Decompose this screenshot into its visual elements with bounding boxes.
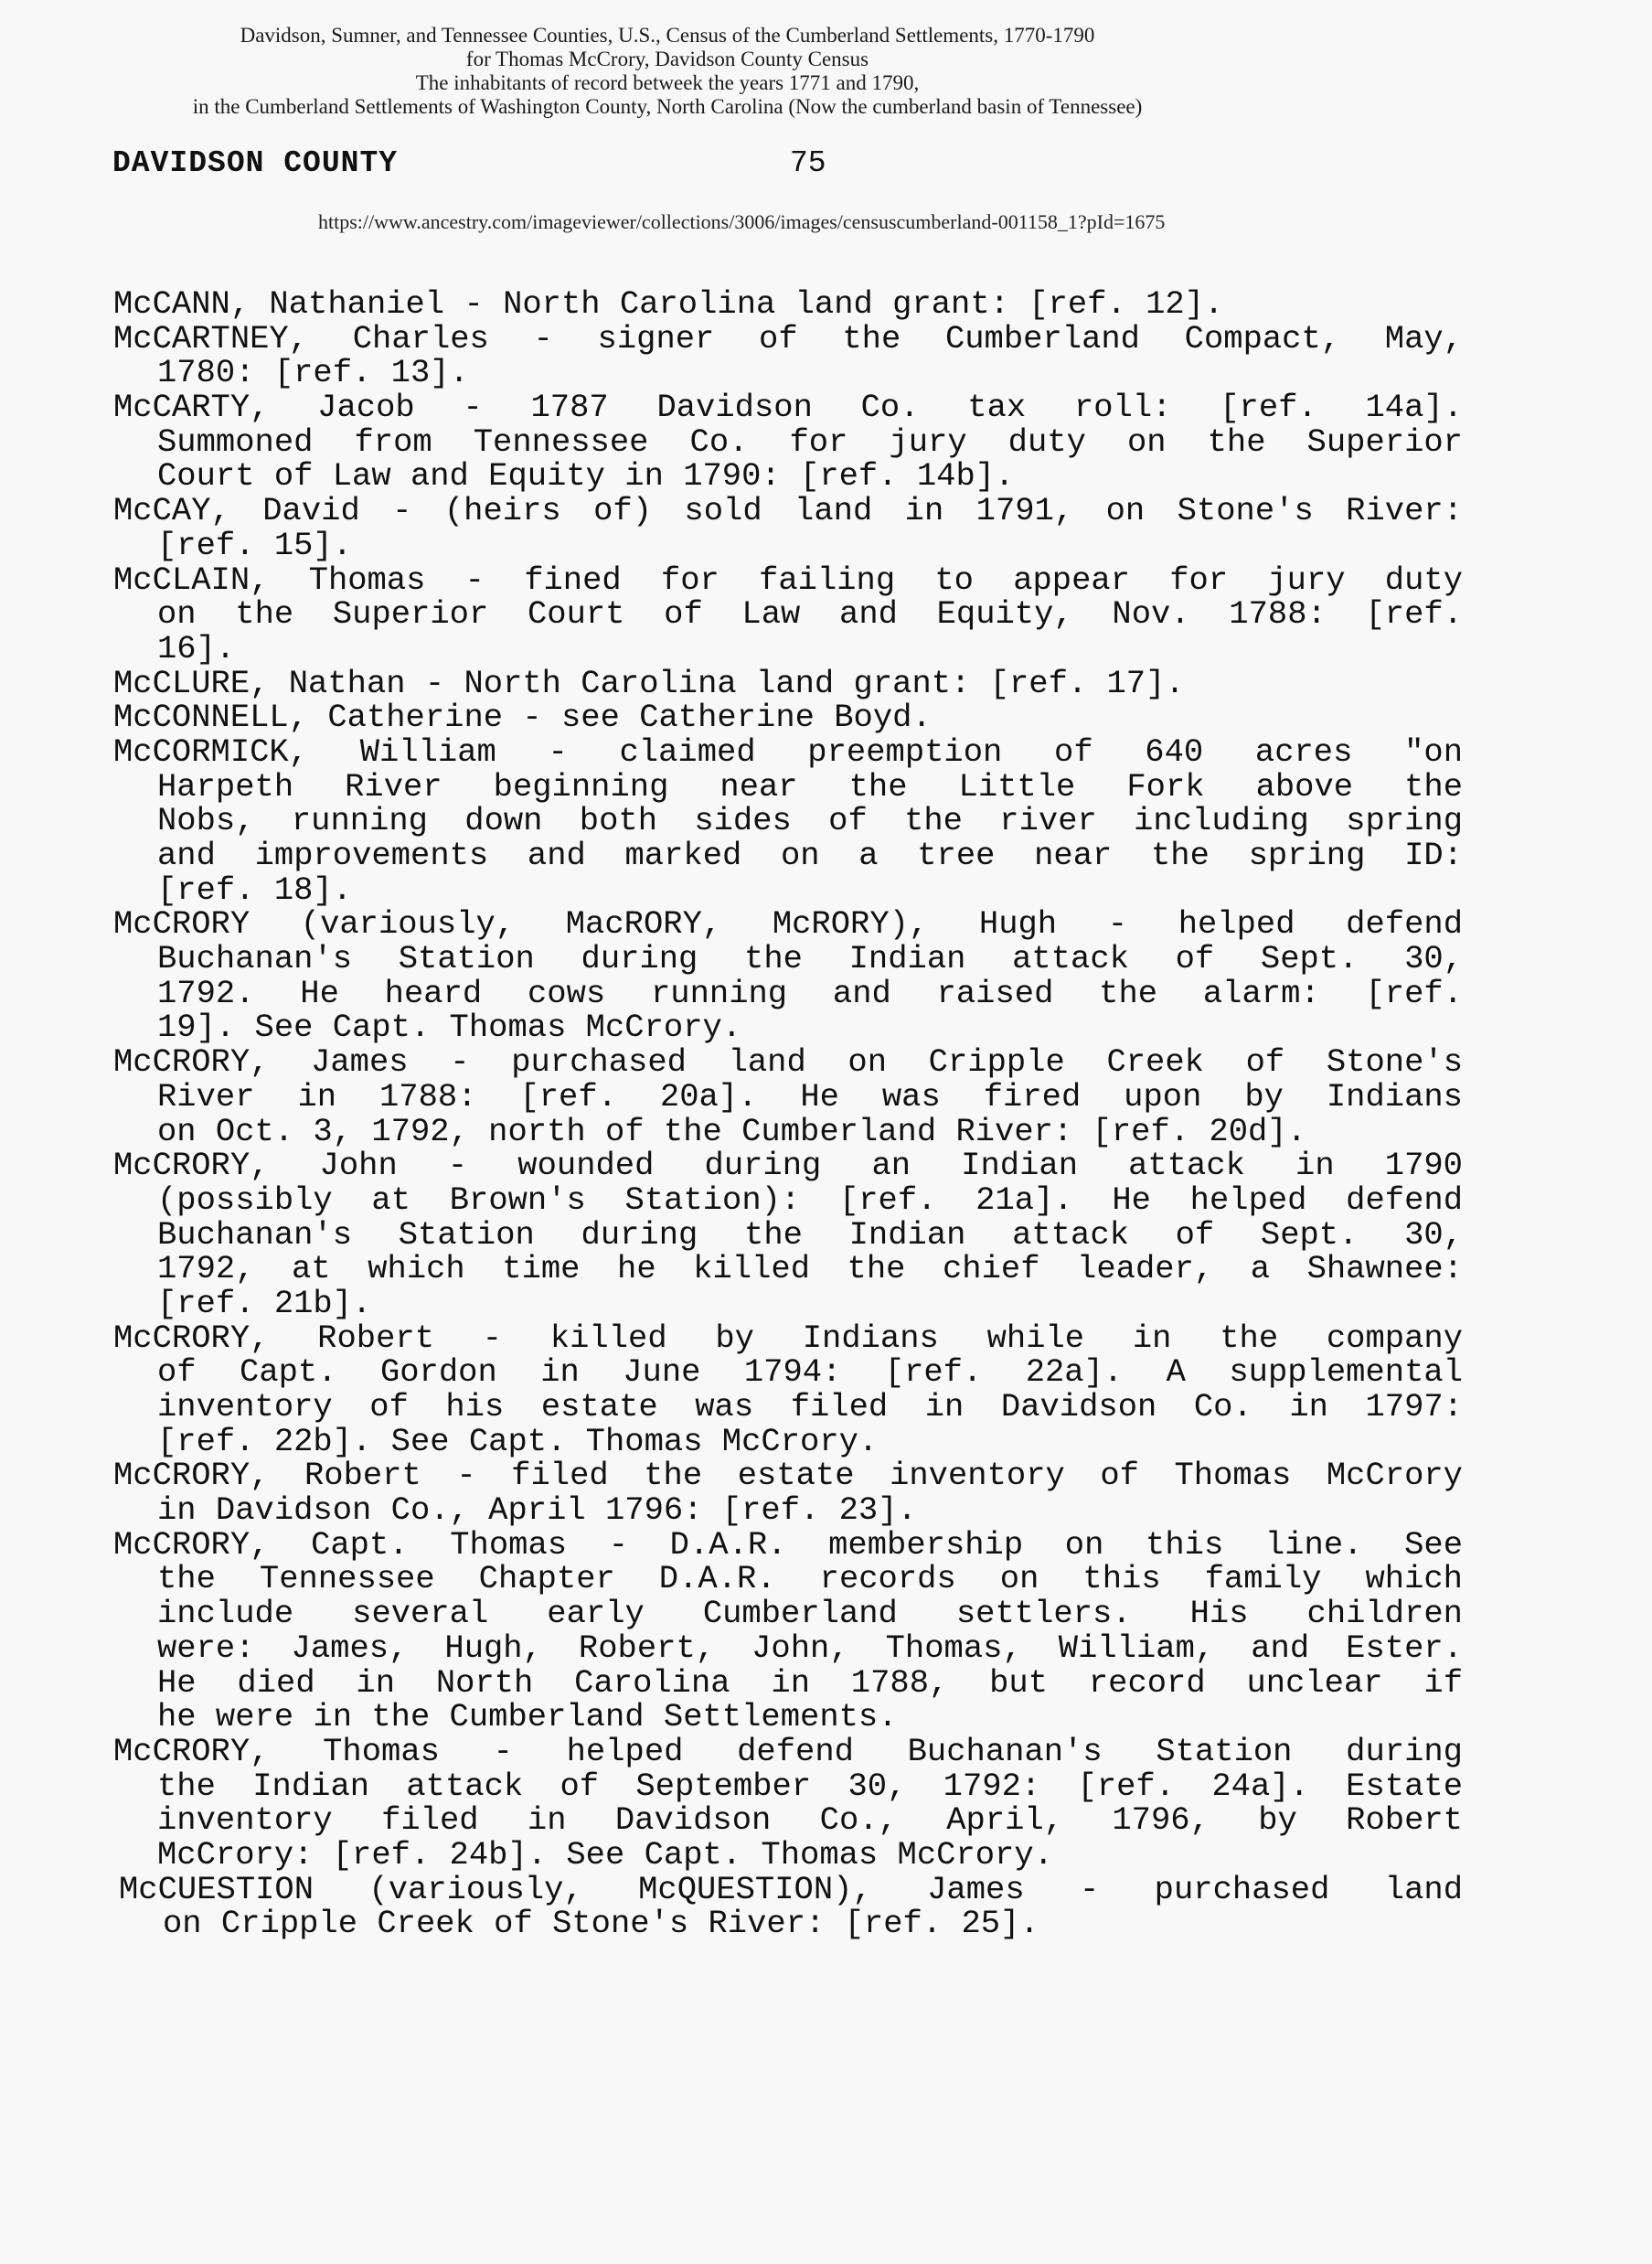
entry-line: Harpeth River beginning near the Little Fork above the [157, 767, 1463, 806]
entry-line: Buchanan's Station during the Indian attack of Sept. 30, [157, 1215, 1463, 1254]
entry-line: [ref. 21b]. [157, 1284, 372, 1322]
entry-line: inventory filed in Davidson Co., April, 1796, by Robert [157, 1801, 1463, 1840]
header-line: Davidson, Sumner, and Tennessee Counties, U.S., Census of the Cumberland Settlements, 1770-1790 [240, 24, 1095, 47]
entry-line: McCRORY, Capt. Thomas - D.A.R. membership on this line. See [113, 1525, 1463, 1564]
entry-line: McCRORY, Thomas - helped defend Buchanan's Station during [113, 1732, 1463, 1770]
entry-line: McCLURE, Nathan - North Carolina land grant: [ref. 17]. [113, 664, 1185, 702]
entry-line: he were in the Cumberland Settlements. [157, 1698, 898, 1736]
entry-line: McCRORY, James - purchased land on Cripple Creek of Stone's [113, 1043, 1463, 1082]
entry-line: McCARTY, Jacob - 1787 Davidson Co. tax roll: [ref. 14a]. [113, 389, 1463, 427]
entry-line: in Davidson Co., April 1796: [ref. 23]. [157, 1491, 917, 1530]
entry-line: include several early Cumberland settlers. His children [157, 1595, 1463, 1633]
header-line: in the Cumberland Settlements of Washington County, North Carolina (Now the cumberland basin of Tennessee) [192, 95, 1143, 118]
page-number: 75 [790, 146, 826, 180]
entry-line: 1780: [ref. 13]. [157, 354, 469, 392]
entry-line: McCARTNEY, Charles - signer of the Cumberland Compact, May, [113, 319, 1463, 358]
entry-line: the Indian attack of September 30, 1792: [ref. 24a]. Estate [157, 1767, 1463, 1805]
entry-line: He died in North Carolina in 1788, but record unclear if [157, 1663, 1463, 1702]
entry-line: [ref. 15]. [157, 526, 353, 564]
header-line: The inhabitants of record betweek the years 1771 and 1790, [415, 71, 920, 94]
entry-line: Buchanan's Station during the Indian attack of Sept. 30, [157, 940, 1463, 978]
entry-line: Summoned from Tennessee Co. for jury duty on the Superior [157, 422, 1463, 461]
entry-line: on Oct. 3, 1792, north of the Cumberland River: [ref. 20d]. [157, 1112, 1306, 1150]
entry-line: McCANN, Nathaniel - North Carolina land grant: [ref. 12]. [113, 285, 1224, 323]
entry-line: Nobs, running down both sides of the river including spring [157, 802, 1463, 840]
entry-line: on the Superior Court of Law and Equity, Nov. 1788: [ref. [157, 595, 1463, 634]
entry-line: (possibly at Brown's Station): [ref. 21a]. He helped defend [157, 1180, 1463, 1219]
entry-line: [ref. 18]. [157, 870, 353, 909]
entry-line: 1792. He heard cows running and raised the alarm: [ref. [157, 974, 1463, 1012]
entry-line: were: James, Hugh, Robert, John, Thomas, William, and Ester. [157, 1629, 1463, 1667]
census-header [110, 24, 1225, 119]
entry-line: McCRORY, Robert - filed the estate inventory of Thomas McCrory [113, 1457, 1463, 1495]
census-entries [113, 287, 1463, 1941]
entry-line: on Cripple Creek of Stone's River: [ref. 25]. [163, 1905, 1039, 1943]
entry-line: McCrory: [ref. 24b]. See Capt. Thomas McCrory. [157, 1835, 1053, 1874]
entry-line: of Capt. Gordon in June 1794: [ref. 22a]. A supplemental [157, 1353, 1463, 1392]
entry-line: Court of Law and Equity in 1790: [ref. 14b]. [157, 457, 1015, 496]
entry-line: 16]. [157, 629, 236, 667]
entry-line: McCRORY (variously, MacRORY, McRORY), Hugh - helped defend [113, 905, 1463, 944]
source-url: https://www.ancestry.com/imageviewer/collections/3006/images/censuscumberland-001158_1?pId=1675 [318, 210, 1166, 233]
entry-line: McCLAIN, Thomas - fined for failing to appear for jury duty [113, 561, 1463, 599]
entry-line: McCRORY, Robert - killed by Indians while in the company [113, 1319, 1463, 1357]
entry-line: [ref. 22b]. See Capt. Thomas McCrory. [157, 1422, 879, 1460]
entry-line: the Tennessee Chapter D.A.R. records on this family which [157, 1560, 1463, 1598]
entry-line: McCRORY, John - wounded during an Indian attack in 1790 [113, 1147, 1463, 1185]
entry-line: McCAY, David - (heirs of) sold land in 1791, on Stone's River: [113, 492, 1463, 530]
entry-line: 19]. See Capt. Thomas McCrory. [157, 1009, 742, 1047]
entry-line: inventory of his estate was filed in Davidson Co. in 1797: [157, 1388, 1463, 1426]
entry-line: 1792, at which time he killed the chief leader, a Shawnee: [157, 1250, 1463, 1288]
county-title: DAVIDSON COUNTY [112, 146, 399, 180]
entry-line: McCONNELL, Catherine - see Catherine Boyd. [113, 699, 932, 737]
entry-line: River in 1788: [ref. 20a]. He was fired upon by Indians [157, 1077, 1463, 1116]
entry-line: McCUESTION (variously, McQUESTION), James - purchased land [119, 1870, 1463, 1908]
entry-line: and improvements and marked on a tree near the spring ID: [157, 837, 1463, 874]
entry-line: McCORMICK, William - claimed preemption of 640 acres "on [113, 732, 1463, 771]
header-line: for Thomas McCrory, Davidson County Census [465, 48, 869, 70]
